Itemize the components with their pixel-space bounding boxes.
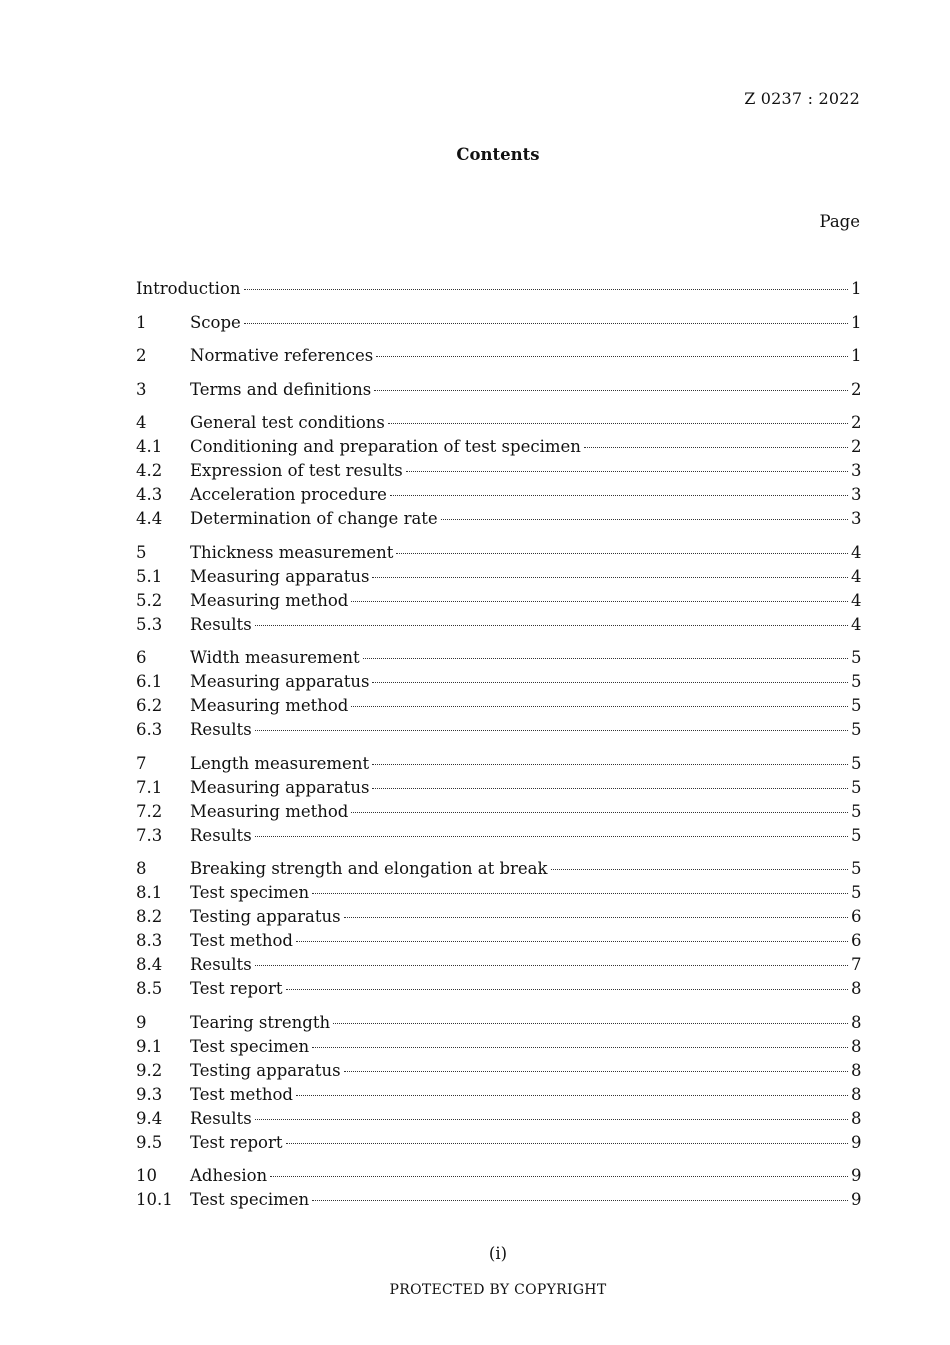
dot-leader [390,495,848,496]
toc-entry[interactable] [136,905,861,929]
dot-leader [372,764,848,765]
toc-entry-page: 5 [851,720,862,739]
dot-leader [372,788,848,789]
dot-leader [388,423,848,424]
toc-entry[interactable] [136,953,861,977]
table-of-contents [136,277,861,1212]
toc-entry-label: Measuring apparatus [190,566,370,586]
dot-leader [363,658,848,659]
dot-leader [351,706,848,707]
toc-entry-label: Measuring apparatus [190,777,370,797]
toc-entry[interactable] [136,507,861,531]
dot-leader [270,1176,848,1177]
toc-entry-page: 7 [851,955,862,974]
dot-leader [244,289,849,290]
toc-entry-number: 9.1 [136,1036,163,1056]
toc-entry[interactable] [136,776,861,800]
toc-entry-label: Measuring apparatus [190,672,370,691]
toc-entry-label: Thickness measurement [190,542,394,562]
toc-entry-page: 9 [851,1190,862,1209]
dot-leader [255,625,848,626]
toc-entry-number: 10.1 [136,1190,173,1209]
toc-entry-label: Test specimen [190,883,310,902]
toc-entry-page: 3 [851,485,862,504]
toc-entry-label: Test method [190,1084,293,1104]
dot-leader [244,323,848,324]
toc-entry[interactable] [136,1059,861,1083]
toc-entry-number: 5 [136,542,147,562]
dot-leader [296,941,848,942]
toc-entry-number: 9 [136,1012,147,1032]
toc-entry-number: 8.2 [136,907,163,926]
toc-entry-page: 5 [851,696,862,715]
toc-entry-page: 2 [851,437,862,456]
toc-entry-number: 4 [136,413,147,432]
toc-entry-label: Test method [190,931,293,950]
toc-entry-number: 4.3 [136,485,163,504]
toc-entry-number: 6.3 [136,720,163,739]
toc-entry-label: Results [190,614,252,634]
toc-entry[interactable] [136,1083,861,1107]
toc-entry-label: Measuring method [190,801,349,821]
dot-leader [551,869,848,870]
toc-entry-label: Normative references [190,346,374,365]
toc-entry[interactable] [136,1011,861,1035]
toc-entry[interactable] [136,589,861,613]
dot-leader [376,356,848,357]
toc-entry-label: Results [190,720,252,739]
toc-entry-label: Expression of test results [190,461,403,480]
toc-entry[interactable] [136,1131,861,1155]
toc-entry[interactable] [136,435,861,459]
toc-entry[interactable] [136,1164,861,1188]
dot-leader [255,730,848,731]
toc-entry[interactable] [136,378,861,402]
toc-entry-label: Scope [190,312,241,332]
toc-entry-label: Test report [190,979,283,998]
toc-entry-page: 9 [851,1166,862,1185]
toc-entry-page: 5 [851,648,862,667]
toc-entry-number: 4.4 [136,509,163,528]
toc-entry-number: 7.1 [136,777,163,797]
toc-entry-page: 1 [851,346,862,365]
toc-entry-page: 1 [851,312,862,332]
page-title: Contents [456,145,540,164]
toc-entry-label: Results [190,1108,252,1128]
dot-leader [255,836,848,837]
toc-entry-page: 5 [851,777,862,797]
toc-entry-number: 9.3 [136,1084,163,1104]
toc-entry[interactable] [136,646,861,670]
toc-entry-number: 3 [136,379,147,399]
toc-entry-label: Test report [190,1132,283,1152]
toc-entry[interactable] [136,411,861,435]
toc-entry-number: 4.1 [136,437,163,456]
dot-leader [296,1095,848,1096]
dot-leader [312,1047,848,1048]
toc-entry-label: Measuring method [190,590,349,610]
toc-entry[interactable] [136,718,861,742]
dot-leader [312,893,848,894]
toc-entry-label: Testing apparatus [190,1060,341,1080]
toc-entry-number: 10 [136,1166,157,1185]
toc-entry[interactable] [136,694,861,718]
toc-entry[interactable] [136,483,861,507]
toc-entry[interactable] [136,824,861,848]
dot-leader [333,1023,848,1024]
toc-entry-page: 9 [851,1132,862,1152]
toc-entry-number: 1 [136,312,147,332]
toc-entry-label: Conditioning and preparation of test specimen [190,437,581,456]
toc-entry-label: Results [190,825,252,845]
toc-entry-number: 6.2 [136,696,163,715]
toc-entry-label: Test specimen [190,1036,310,1056]
toc-entry-number: 2 [136,346,147,365]
toc-entry-page: 4 [851,590,862,610]
dot-leader [312,1200,848,1201]
dot-leader [372,577,848,578]
toc-entry-label: General test conditions [190,413,385,432]
dot-leader [396,553,848,554]
toc-entry[interactable] [136,344,861,368]
toc-entry-label: Determination of change rate [190,509,438,528]
toc-entry-number: 8.5 [136,979,163,998]
dot-leader [344,1071,848,1072]
toc-entry-number: 9.5 [136,1132,163,1152]
toc-entry-page: 5 [851,859,862,878]
toc-entry[interactable] [136,1188,861,1212]
toc-entry-page: 8 [851,1084,862,1104]
dot-leader [344,917,848,918]
toc-entry-number: 9.2 [136,1060,163,1080]
toc-entry-label: Width measurement [190,648,360,667]
dot-leader [406,471,848,472]
toc-entry-number: 5.1 [136,566,163,586]
toc-entry[interactable] [136,277,861,301]
dot-leader [255,1119,848,1120]
toc-entry[interactable] [136,929,861,953]
toc-entry-number: 7.2 [136,801,163,821]
document-number: Z 0237 : 2022 [744,89,860,108]
toc-entry-page: 5 [851,801,862,821]
dot-leader [351,601,848,602]
dot-leader [372,682,848,683]
page-column-label: Page [819,212,860,231]
toc-entry[interactable] [136,670,861,694]
toc-entry-page: 6 [851,931,862,950]
dot-leader [441,519,848,520]
toc-entry-label: Tearing strength [190,1012,331,1032]
copyright-notice: PROTECTED BY COPYRIGHT [389,1282,607,1298]
toc-entry-page: 6 [851,907,862,926]
toc-entry-label: Breaking strength and elongation at break [190,859,548,878]
toc-entry-number: 8.3 [136,931,163,950]
toc-entry-page: 8 [851,1036,862,1056]
toc-entry[interactable] [136,459,861,483]
toc-entry-number: 7.3 [136,825,163,845]
dot-leader [584,447,848,448]
toc-entry-page: 5 [851,825,862,845]
toc-entry-label: Results [190,955,252,974]
toc-entry-page: 8 [851,979,862,998]
toc-entry-label: Testing apparatus [190,907,341,926]
toc-entry-page: 3 [851,461,862,480]
toc-entry-page: 5 [851,672,862,691]
toc-entry-page: 2 [851,379,862,399]
toc-entry-page: 5 [851,883,862,902]
toc-entry-number: 8.1 [136,883,163,902]
toc-entry-label: Length measurement [190,753,370,773]
toc-entry-label: Measuring method [190,696,349,715]
toc-entry-page: 4 [851,542,862,562]
toc-entry-number: 6.1 [136,672,163,691]
dot-leader [374,390,848,391]
toc-entry-page: 8 [851,1060,862,1080]
dot-leader [351,812,848,813]
toc-entry-label: Adhesion [190,1166,268,1185]
toc-entry-label: Test specimen [190,1190,310,1209]
toc-entry-page: 3 [851,509,862,528]
toc-entry-number: 7 [136,753,147,773]
toc-entry-label: Terms and definitions [190,379,372,399]
toc-entry-page: 8 [851,1012,862,1032]
toc-entry[interactable] [136,857,861,881]
dot-leader [286,989,849,990]
toc-entry-number: 8.4 [136,955,163,974]
toc-entry-number: 8 [136,859,147,878]
toc-entry-number: 9.4 [136,1108,163,1128]
toc-entry[interactable] [136,800,861,824]
toc-entry-label: Introduction [136,279,241,298]
toc-entry[interactable] [136,752,861,776]
toc-entry-number: 6 [136,648,147,667]
toc-entry[interactable] [136,541,861,565]
dot-leader [286,1143,849,1144]
toc-entry[interactable] [136,1035,861,1059]
toc-entry[interactable] [136,311,861,335]
toc-entry[interactable] [136,565,861,589]
toc-entry-label: Acceleration procedure [190,485,387,504]
toc-entry-number: 5.3 [136,614,163,634]
toc-entry[interactable] [136,881,861,905]
toc-entry-page: 8 [851,1108,862,1128]
dot-leader [255,965,848,966]
toc-entry[interactable] [136,1107,861,1131]
toc-entry-page: 1 [851,279,862,298]
footer-page-number: (i) [488,1244,508,1263]
toc-entry-page: 4 [851,614,862,634]
toc-entry-page: 4 [851,566,862,586]
toc-entry-number: 4.2 [136,461,163,480]
toc-entry[interactable] [136,613,861,637]
toc-entry-page: 5 [851,753,862,773]
toc-entry[interactable] [136,977,861,1001]
toc-entry-page: 2 [851,413,862,432]
toc-entry-number: 5.2 [136,590,163,610]
